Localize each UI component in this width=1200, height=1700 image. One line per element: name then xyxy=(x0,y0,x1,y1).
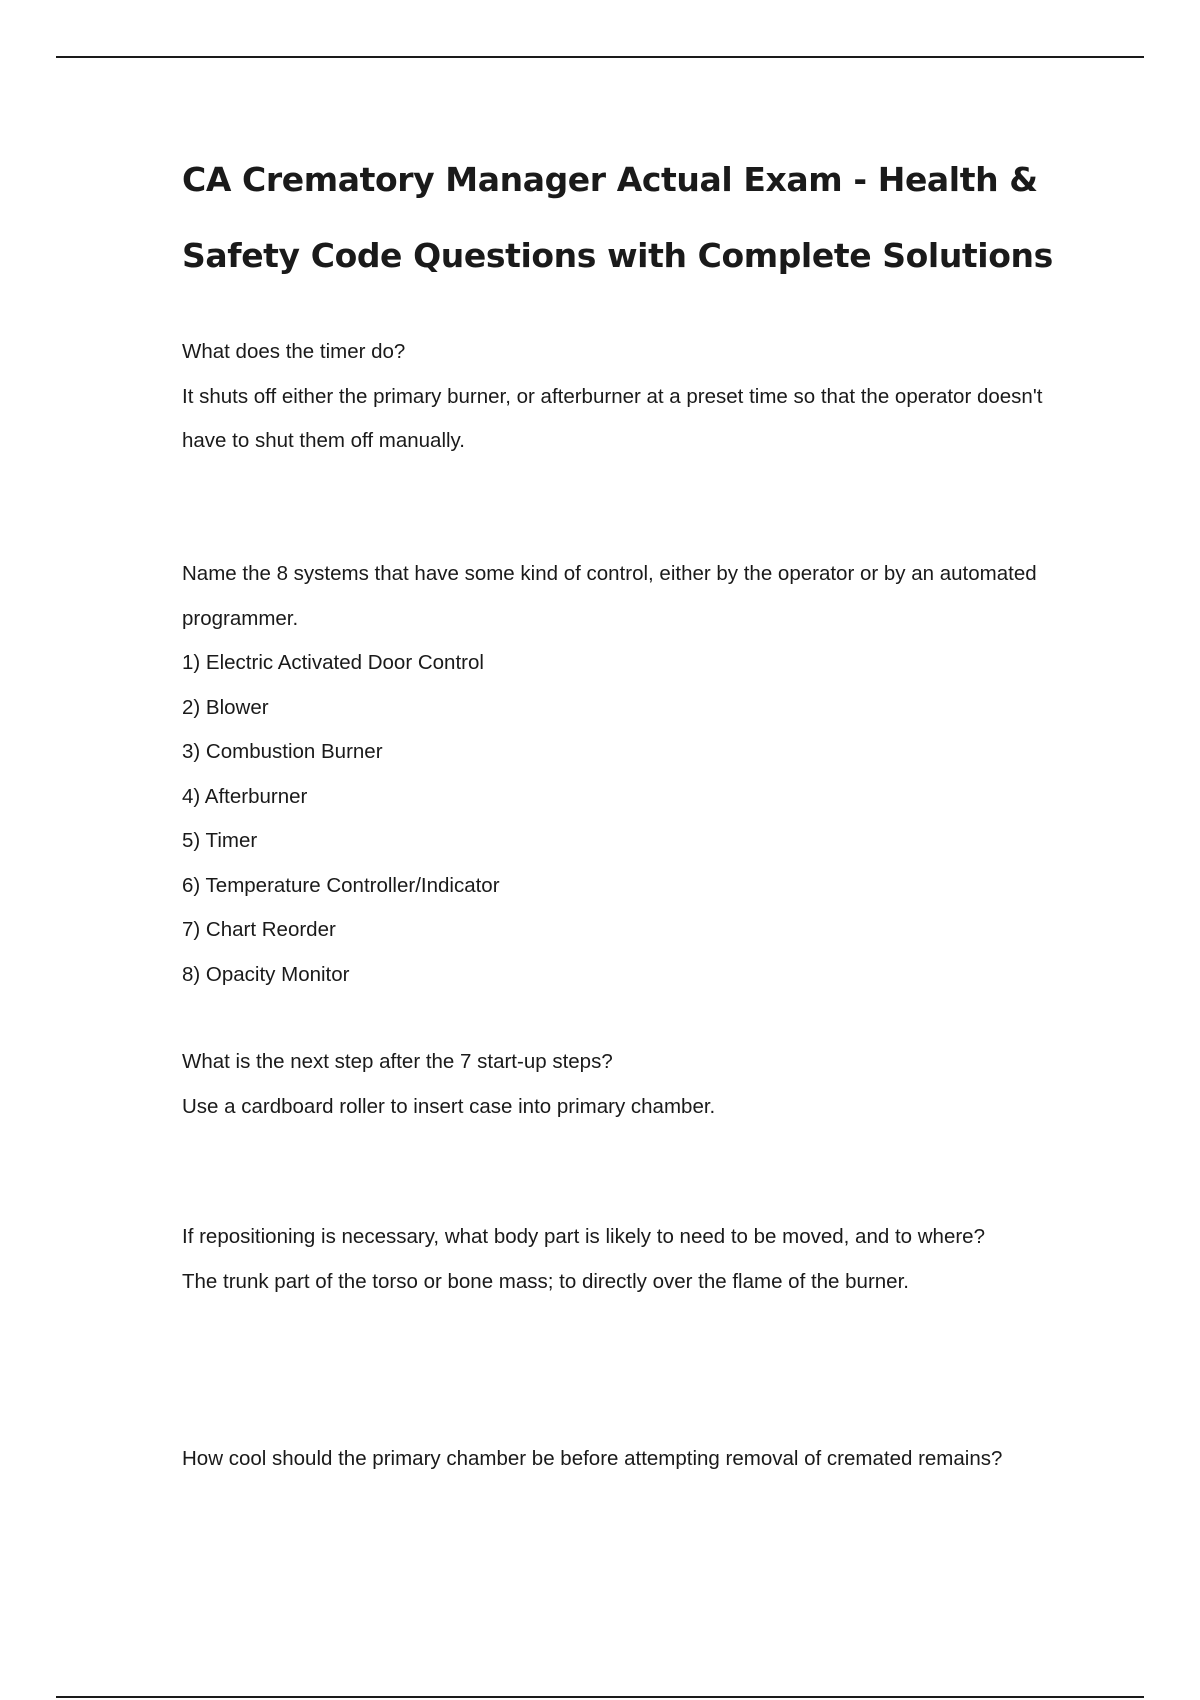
qa-item-next-step xyxy=(182,1040,1062,1129)
header-rule xyxy=(56,56,1144,58)
answer-list-item: 5) Timer xyxy=(182,829,258,852)
answer-list-item: 6) Temperature Controller/Indicator xyxy=(182,873,500,897)
qa-item-timer xyxy=(182,330,1062,464)
question-text: How cool should the primary chamber be before attempting removal of cremated remains? xyxy=(182,1447,1003,1470)
answer-list-item: 1) Electric Activated Door Control xyxy=(182,651,484,674)
qa-item-chamber-cooling xyxy=(182,1437,1062,1482)
footer-rule xyxy=(56,1696,1144,1698)
question-text: What is the next step after the 7 start-up steps? xyxy=(182,1050,613,1073)
answer-text: Use a cardboard roller to insert case into primary chamber. xyxy=(182,1094,716,1118)
answer-list-item: 2) Blower xyxy=(182,695,269,719)
qa-item-repositioning xyxy=(182,1215,1062,1304)
answer-list-item: 3) Combustion Burner xyxy=(182,740,383,763)
answer-list-item: 8) Opacity Monitor xyxy=(182,962,350,986)
question-text: Name the 8 systems that have some kind of control, either by the operator or by an automated programmer. xyxy=(182,562,1037,630)
qa-item-control-systems xyxy=(182,552,1062,997)
question-text: If repositioning is necessary, what body part is likely to need to be moved, and to where? xyxy=(182,1225,985,1248)
question-text: What does the timer do? xyxy=(182,340,406,363)
answer-text: It shuts off either the primary burner, or afterburner at a preset time so that the operator doesn't have to shut them off manually. xyxy=(182,384,1043,452)
answer-list-item: 4) Afterburner xyxy=(182,784,308,808)
answer-list-item: 7) Chart Reorder xyxy=(182,918,336,941)
answer-text: The trunk part of the torso or bone mass; to directly over the flame of the burner. xyxy=(182,1269,909,1293)
document-title: CA Crematory Manager Actual Exam - Health & Safety Code Questions with Complete Solutions xyxy=(182,160,1053,275)
